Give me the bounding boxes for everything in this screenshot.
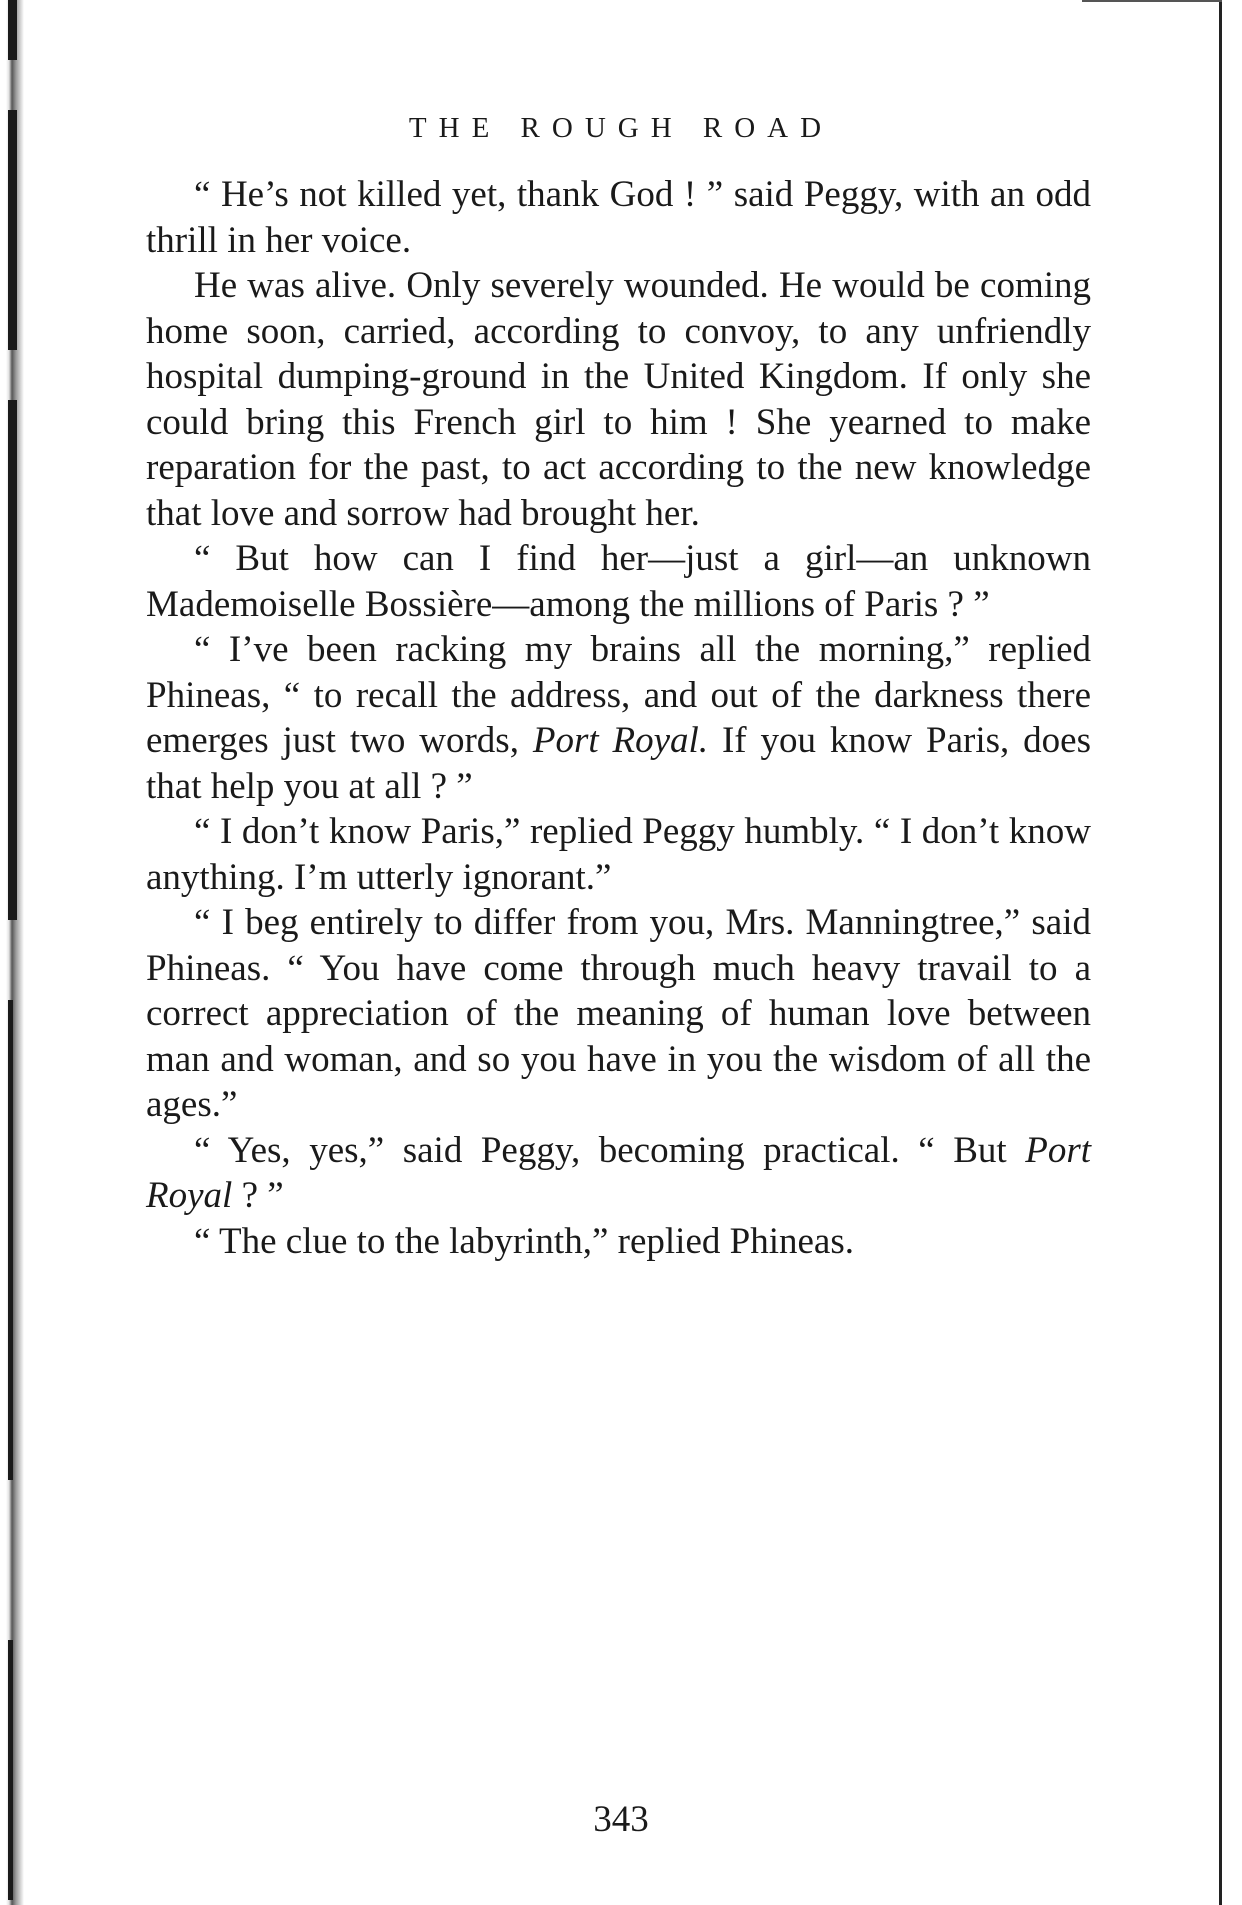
page-gutter-shadow bbox=[0, 0, 40, 1905]
page-right-edge bbox=[1219, 0, 1222, 1905]
paragraph bbox=[146, 536, 1091, 627]
paragraph bbox=[146, 809, 1091, 900]
paragraph bbox=[146, 1128, 1091, 1219]
paragraph-text: He was alive. Only severely wounded. He would be coming home soon, carried, according to convoy, to any unfriendly hospital dumping-ground in the United Kingdom. If only she could bring this French girl to him ! She yearned to make reparation for the past, to act according to the new knowledge that love and sorrow had brought her. bbox=[146, 265, 1091, 534]
paragraph bbox=[146, 263, 1091, 536]
paragraph bbox=[146, 1219, 1091, 1265]
body-text bbox=[146, 172, 1091, 1264]
paragraph-text: “ I’ve been racking my brains all the morning,” replied Phineas, “ to recall the address, and out of the darkness there emerges just two words, bbox=[146, 629, 1091, 761]
paragraph-text: “ I don’t know Paris,” replied Peggy humbly. “ I don’t know anything. I’m utterly ignorant.” bbox=[146, 811, 1091, 898]
gutter-mark bbox=[8, 400, 17, 920]
gutter-mark bbox=[8, 1000, 13, 1480]
paragraph-text: “ The clue to the labyrinth,” replied Phineas. bbox=[194, 1220, 854, 1262]
gutter-mark bbox=[8, 1640, 13, 1900]
gutter-mark bbox=[8, 110, 17, 350]
gutter-mark bbox=[8, 0, 17, 60]
paragraph-text: ? ” bbox=[232, 1175, 284, 1216]
paragraph bbox=[146, 900, 1091, 1128]
page-number: 343 bbox=[593, 1799, 649, 1840]
paragraph-text: If you know Paris, does that help you at all ? ” bbox=[146, 720, 1091, 807]
paragraph bbox=[146, 627, 1091, 809]
paragraph-text: “ But how can I find her—just a girl—an unknown Mademoiselle Bossière—among the millions of Paris ? ” bbox=[146, 538, 1091, 625]
paragraph-text: “ I beg entirely to differ from you, Mrs. Manningtree,” said Phineas. “ You have come through much heavy travail to a correct appreciation of the meaning of human love between man and woman, and so you have in you the wisdom of all the ages.” bbox=[146, 902, 1091, 1125]
paragraph-text: “ He’s not killed yet, thank God ! ” said Peggy, with an odd thrill in her voice. bbox=[146, 174, 1091, 261]
paragraph-text: “ Yes, yes,” said Peggy, becoming practical. “ But bbox=[194, 1129, 1026, 1171]
italic-place-name: Port Royal bbox=[146, 1129, 1091, 1216]
italic-place-name: Port Royal. bbox=[532, 720, 709, 761]
page-top-edge bbox=[1082, 0, 1222, 2]
paragraph bbox=[146, 172, 1091, 263]
running-head: THE ROUGH ROAD bbox=[408, 112, 834, 144]
